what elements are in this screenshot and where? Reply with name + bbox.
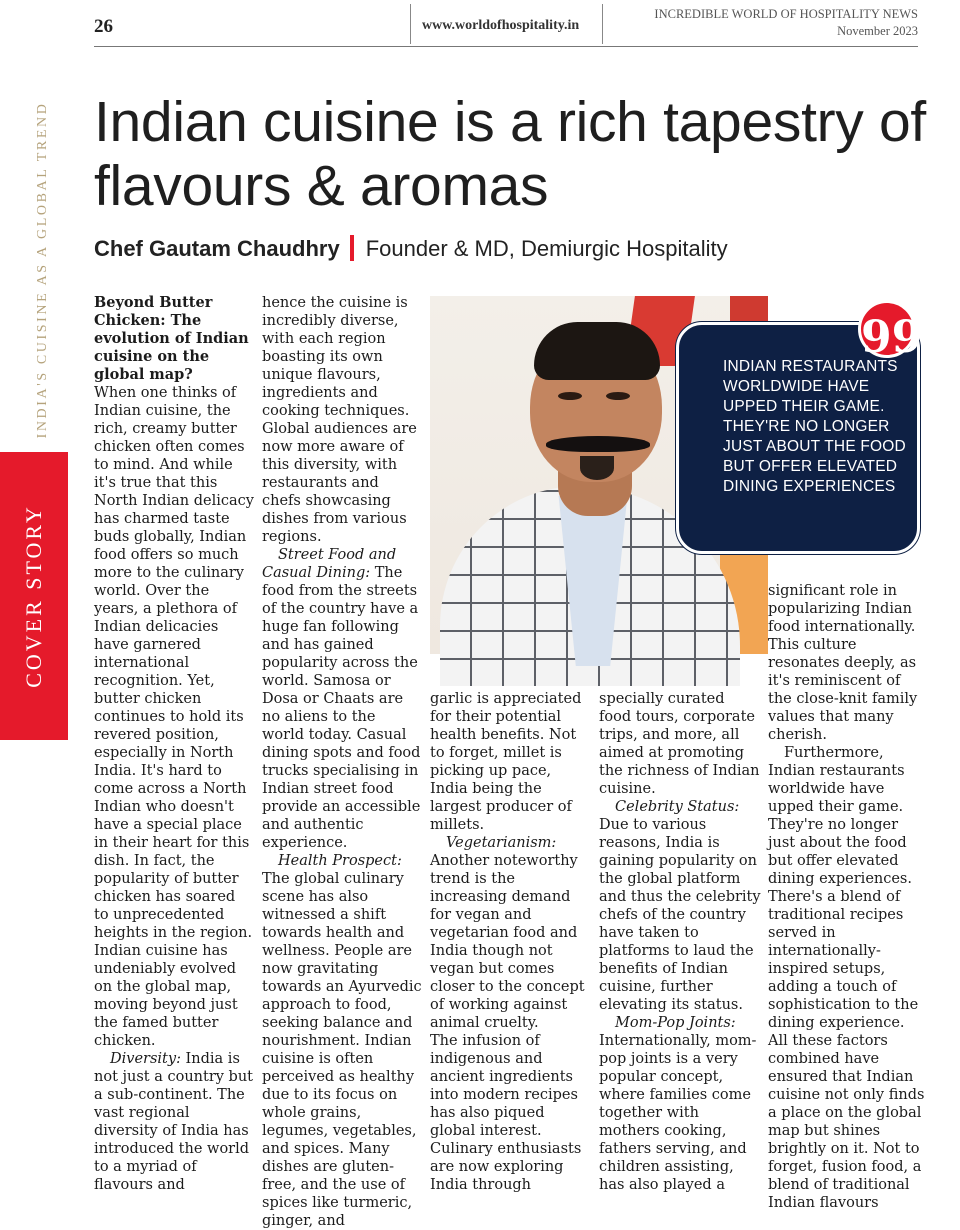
paragraph: Internationally, mom-pop joints is a very popular concept, where families come together with mothers cooking, fathers serving, and children assisting, has also played a	[599, 1033, 757, 1193]
header-rule	[94, 46, 918, 47]
website-url: www.worldofhospitality.in	[422, 18, 580, 33]
paragraph: When one thinks of Indian cuisine, the rich, creamy butter chicken often comes to mind. And while it's true that this North Indian delicacy has charmed taste buds globally, Indian food offers so much more to the culinary world. Over the years, a plethora of Indian delicacies have garnered international recognition. Yet, butter chicken continues to hold its revered position, especially in North India. It's hard to come across a North Indian who doesn't have a special place in their heart for this dish. In fact, the popularity of butter chicken has soared to unprecedented heights in the region. Indian cuisine has undeniably evolved on the global map, moving beyond just the famed butter chicken.	[94, 385, 254, 1049]
section-label-text: INDIA'S CUISINE AS A GLOBAL TREND	[35, 101, 50, 439]
byline-divider	[350, 235, 354, 261]
inline-heading: Mom-Pop Joints:	[615, 1015, 736, 1031]
paragraph-heading	[430, 834, 592, 852]
article-column-1	[94, 294, 254, 1194]
header-divider	[410, 4, 411, 44]
paragraph-text: The food from the streets of the country have a huge fan following and has gained popularity across the world. Samosa or Dosa or Chaats are no aliens to the world today. Casual dining spots and food trucks specialising in Indian street food provide an accessible and authentic experience.	[262, 565, 421, 851]
paragraph	[94, 1050, 254, 1194]
quote-mark-icon: 99	[858, 300, 916, 358]
paragraph: Due to various reasons, India is gaining popularity on the global platform and thus the celebrity chefs of the country have taken to platforms to laud the benefits of Indian cuisine, further elevating its status.	[599, 817, 761, 1013]
article-title: Indian cuisine is a rich tapestry of flavours & aromas	[94, 90, 926, 218]
article-column-3	[430, 690, 592, 1194]
category-tab	[0, 452, 68, 740]
inline-heading: Vegetarianism:	[446, 835, 557, 851]
article-column-4	[599, 690, 761, 1194]
paragraph: hence the cuisine is incredibly diverse, with each region boasting its own unique flavours, ingredients and cooking techniques. Global audiences are now more aware of this diversity, with restaurants and chefs showcasing dishes from various regions.	[262, 295, 417, 545]
inline-heading: Health Prospect:	[278, 853, 402, 869]
paragraph: Furthermore, Indian restaurants worldwide have upped their game. They're no longer just about the food but offer elevated dining experiences. There's a blend of traditional recipes served in internationally-inspired setups, adding a touch of sophistication to the dining experience. All these factors combined have ensured that Indian cuisine not only finds a place on the global map but shines brightly on it. Not to forget, fusion food, a blend of traditional Indian flavours	[768, 745, 925, 1211]
paragraph-heading	[599, 798, 761, 816]
paragraph: garlic is appreciated for their potential health benefits. Not to forget, millet is picking up pace, India being the largest producer of millets.	[430, 691, 582, 833]
byline	[94, 236, 728, 263]
author-name: Chef Gautam Chaudhry	[94, 236, 340, 261]
paragraph-heading	[262, 852, 422, 870]
paragraph-heading	[599, 1014, 761, 1032]
subheading: Beyond Butter Chicken: The evolution of Indian cuisine on the global map?	[94, 294, 249, 383]
issue-date: November 2023	[837, 24, 918, 38]
paragraph: Another noteworthy trend is the increasing demand for vegan and vegetarian food and India though not vegan but comes closer to the concept of working against animal cruelty.	[430, 853, 585, 1031]
article-column-2	[262, 294, 422, 1230]
publication-info	[654, 6, 918, 40]
paragraph: The global culinary scene has also witnessed a shift towards health and wellness. People are now gravitating towards an Ayurvedic approach to food, seeking balance and nourishment. Indian cuisine is often perceived as healthy due to its focus on whole grains, legumes, vegetables, and spices. Many dishes are gluten-free, and the use of spices like turmeric, ginger, and	[262, 871, 422, 1229]
inline-heading: Diversity:	[110, 1051, 181, 1067]
page-number: 26	[94, 16, 113, 37]
paragraph-text: India is not just a country but a sub-continent. The vast regional diversity of India has introduced the world to a myriad of flavours and	[94, 1051, 254, 1193]
paragraph	[262, 546, 422, 852]
category-label: COVER STORY	[21, 504, 46, 688]
article-column-5	[768, 582, 928, 1212]
publication-name: INCREDIBLE WORLD OF HOSPITALITY NEWS	[654, 7, 918, 21]
header-divider	[602, 4, 603, 44]
paragraph: The infusion of indigenous and ancient ingredients into modern recipes has also piqued global interest. Culinary enthusiasts are now exploring India through	[430, 1033, 582, 1193]
inline-heading: Street Food and Casual Dining:	[262, 547, 397, 581]
section-label	[12, 90, 74, 450]
inline-heading: Celebrity Status:	[615, 799, 740, 815]
paragraph: specially curated food tours, corporate trips, and more, all aimed at promoting the richness of Indian cuisine.	[599, 691, 760, 797]
pull-quote-text: INDIAN RESTAURANTS WORLDWIDE HAVE UPPED THEIR GAME. THEY'RE NO LONGER JUST ABOUT THE FOOD BUT OFFER ELEVATED DINING EXPERIENCES	[723, 358, 906, 495]
paragraph: significant role in popularizing Indian food internationally. This culture resonates deeply, as it's reminiscent of the close-knit family values that many cherish.	[768, 583, 918, 743]
author-role: Founder & MD, Demiurgic Hospitality	[365, 236, 728, 261]
